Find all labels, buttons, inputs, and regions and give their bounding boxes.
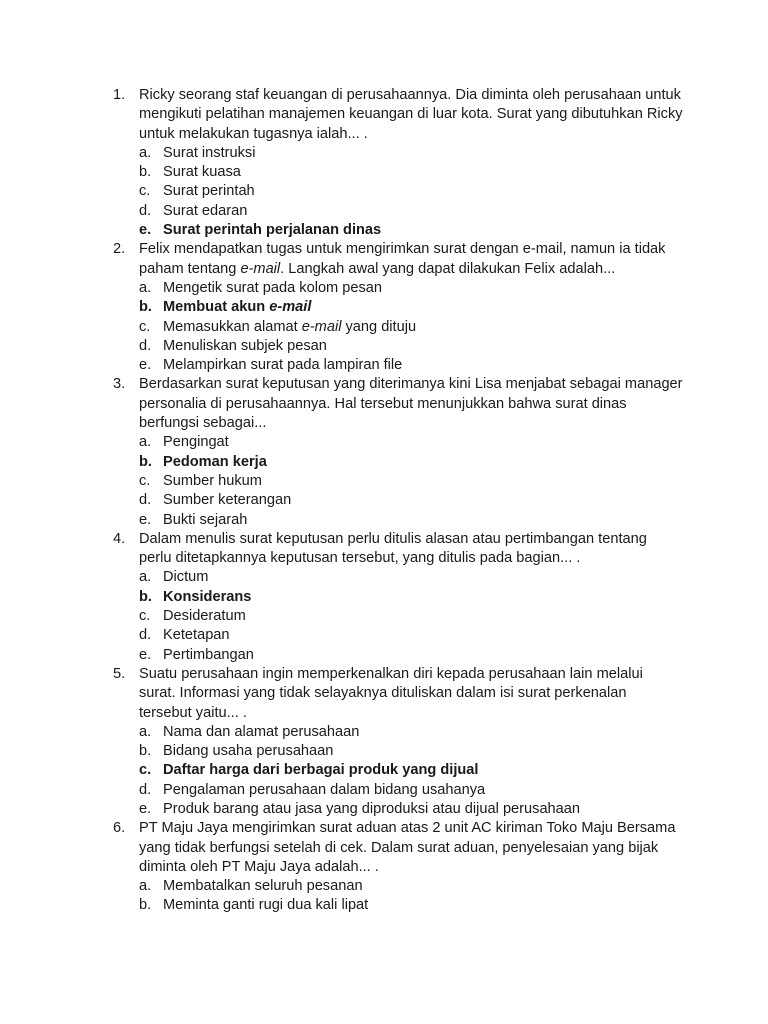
option-letter: a.	[139, 144, 152, 161]
option-letter: e.	[139, 357, 152, 374]
option-letter: a.	[139, 569, 152, 586]
option-letter: c.	[139, 183, 151, 200]
option-text: Memasukkan alamat	[163, 318, 302, 335]
question-text	[139, 240, 683, 279]
question-4	[113, 530, 683, 665]
option-c	[139, 472, 683, 491]
question-text: PT Maju Jaya mengirimkan surat aduan atas 2 unit AC kiriman Toko Maju Bersama yang tidak berfungsi setelah di cek. Dalam surat aduan, penyelesaian yang bijak diminta oleh PT Maju Jaya adalah... .	[139, 820, 676, 875]
option-d	[139, 202, 683, 221]
option-e	[139, 800, 683, 819]
option-d	[139, 337, 683, 356]
option-d	[139, 781, 683, 800]
question-number: 5.	[113, 665, 126, 682]
option-text: Pedoman kerja	[163, 453, 267, 470]
question-2	[113, 240, 683, 375]
option-text: Surat kuasa	[163, 164, 241, 181]
option-text: Bukti sejarah	[163, 511, 248, 528]
option-letter: a.	[139, 723, 152, 740]
option-letter: a.	[139, 434, 152, 451]
option-letter: e.	[139, 222, 152, 239]
option-letter: d.	[139, 492, 152, 509]
option-c	[139, 182, 683, 201]
option-b-correct	[139, 298, 683, 317]
option-c-correct	[139, 761, 683, 780]
option-letter: b.	[139, 743, 152, 760]
option-text-emphasis: e-mail	[269, 299, 312, 316]
option-letter: b.	[139, 897, 152, 914]
option-text: Ketetapan	[163, 627, 230, 644]
option-a	[139, 877, 683, 896]
option-e	[139, 646, 683, 665]
option-letter: a.	[139, 279, 152, 296]
option-text: Pengalaman perusahaan dalam bidang usahanya	[163, 781, 486, 798]
option-d	[139, 626, 683, 645]
option-text: Surat perintah perjalanan dinas	[163, 222, 382, 239]
option-list	[139, 279, 683, 375]
question-text-part: Felix mendapatkan tugas untuk mengirimkan surat dengan e-mail, namun ia tidak paham tentang	[139, 241, 666, 277]
option-letter: c.	[139, 608, 151, 625]
option-b	[139, 742, 683, 761]
question-3	[113, 375, 683, 529]
question-text: Berdasarkan surat keputusan yang diterimanya kini Lisa menjabat sebagai manager personalia di perusahaannya. Hal tersebut menunjukkan bahwa surat dinas berfungsi sebagai...	[139, 376, 683, 432]
option-a	[139, 144, 683, 163]
question-text: Suatu perusahaan ingin memperkenalkan diri kepada perusahaan lain melalui surat. Informasi yang tidak selayaknya dituliskan dalam isi surat perkenalan tersebut yaitu... .	[139, 665, 643, 721]
option-text: Membuat akun	[163, 299, 270, 316]
question-6	[113, 819, 683, 915]
option-d	[139, 491, 683, 510]
question-text-emphasis: e-mail	[240, 260, 281, 277]
option-text: Membatalkan seluruh pesanan	[163, 878, 363, 895]
question-number: 1.	[113, 87, 126, 103]
option-text: Surat edaran	[163, 202, 248, 219]
question-5	[113, 665, 683, 819]
option-list	[139, 877, 683, 916]
option-b-correct	[139, 453, 683, 472]
option-text: Produk barang atau jasa yang diproduksi atau dijual perusahaan	[163, 800, 581, 817]
option-text: Desideratum	[163, 608, 246, 625]
option-text: Melampirkan surat pada lampiran file	[163, 357, 403, 374]
option-letter: b.	[139, 453, 152, 470]
question-text: Ricky seorang staf keuangan di perusahaannya. Dia diminta oleh perusahaan untuk mengikuti pelatihan manajemen keuangan di luar kota. Surat yang dibutuhkan Ricky untuk melakukan tugasnya ialah... .	[139, 87, 683, 142]
option-text: Surat instruksi	[163, 144, 256, 161]
option-a	[139, 723, 683, 742]
question-number: 2.	[113, 241, 126, 258]
option-text: Konsiderans	[163, 588, 252, 605]
option-letter: b.	[139, 164, 152, 181]
option-e-correct	[139, 221, 683, 240]
option-b-correct	[139, 588, 683, 607]
question-number: 6.	[113, 820, 126, 837]
option-c	[139, 318, 683, 337]
question-text: Dalam menulis surat keputusan perlu ditulis alasan atau pertimbangan tentang perlu ditetapkannya keputusan tersebut, yang ditulis pada bagian... .	[139, 530, 647, 567]
question-1	[113, 86, 683, 240]
option-letter: c.	[139, 472, 151, 489]
option-text: Sumber hukum	[163, 472, 262, 489]
option-text: Sumber keterangan	[163, 492, 292, 509]
question-list	[113, 86, 683, 916]
option-letter: d.	[139, 627, 152, 644]
option-list	[139, 568, 683, 664]
option-letter: e.	[139, 800, 152, 817]
option-letter: c.	[139, 762, 152, 779]
option-text: Daftar harga dari berbagai produk yang dijual	[163, 762, 479, 779]
option-text: Mengetik surat pada kolom pesan	[163, 279, 383, 296]
option-b	[139, 896, 683, 915]
option-letter: d.	[139, 337, 152, 354]
option-text: Meminta ganti rugi dua kali lipat	[163, 897, 369, 914]
question-number: 3.	[113, 376, 126, 393]
option-text: Nama dan alamat perusahaan	[163, 723, 360, 740]
option-text: Pertimbangan	[163, 646, 254, 663]
option-letter: e.	[139, 646, 152, 663]
option-text-emphasis: e-mail	[301, 318, 342, 335]
option-list	[139, 433, 683, 529]
option-letter: d.	[139, 202, 152, 219]
option-letter: e.	[139, 511, 152, 528]
option-e	[139, 511, 683, 530]
option-text: Surat perintah	[163, 183, 255, 200]
option-text: Bidang usaha perusahaan	[163, 743, 334, 760]
option-letter: b.	[139, 588, 152, 605]
option-list	[139, 723, 683, 819]
option-text: Pengingat	[163, 434, 229, 451]
option-text: Menuliskan subjek pesan	[163, 337, 327, 354]
option-b	[139, 163, 683, 182]
question-number: 4.	[113, 530, 126, 547]
option-list	[139, 144, 683, 240]
option-c	[139, 607, 683, 626]
option-letter: d.	[139, 781, 152, 798]
option-text: yang dituju	[341, 318, 417, 335]
option-letter: c.	[139, 318, 151, 335]
option-letter: a.	[139, 878, 152, 895]
option-letter: b.	[139, 299, 152, 316]
option-a	[139, 433, 683, 452]
question-text-part: . Langkah awal yang dapat dilakukan Felix adalah...	[280, 260, 616, 277]
option-a	[139, 279, 683, 298]
option-e	[139, 356, 683, 375]
option-text: Dictum	[163, 569, 209, 586]
option-a	[139, 568, 683, 587]
